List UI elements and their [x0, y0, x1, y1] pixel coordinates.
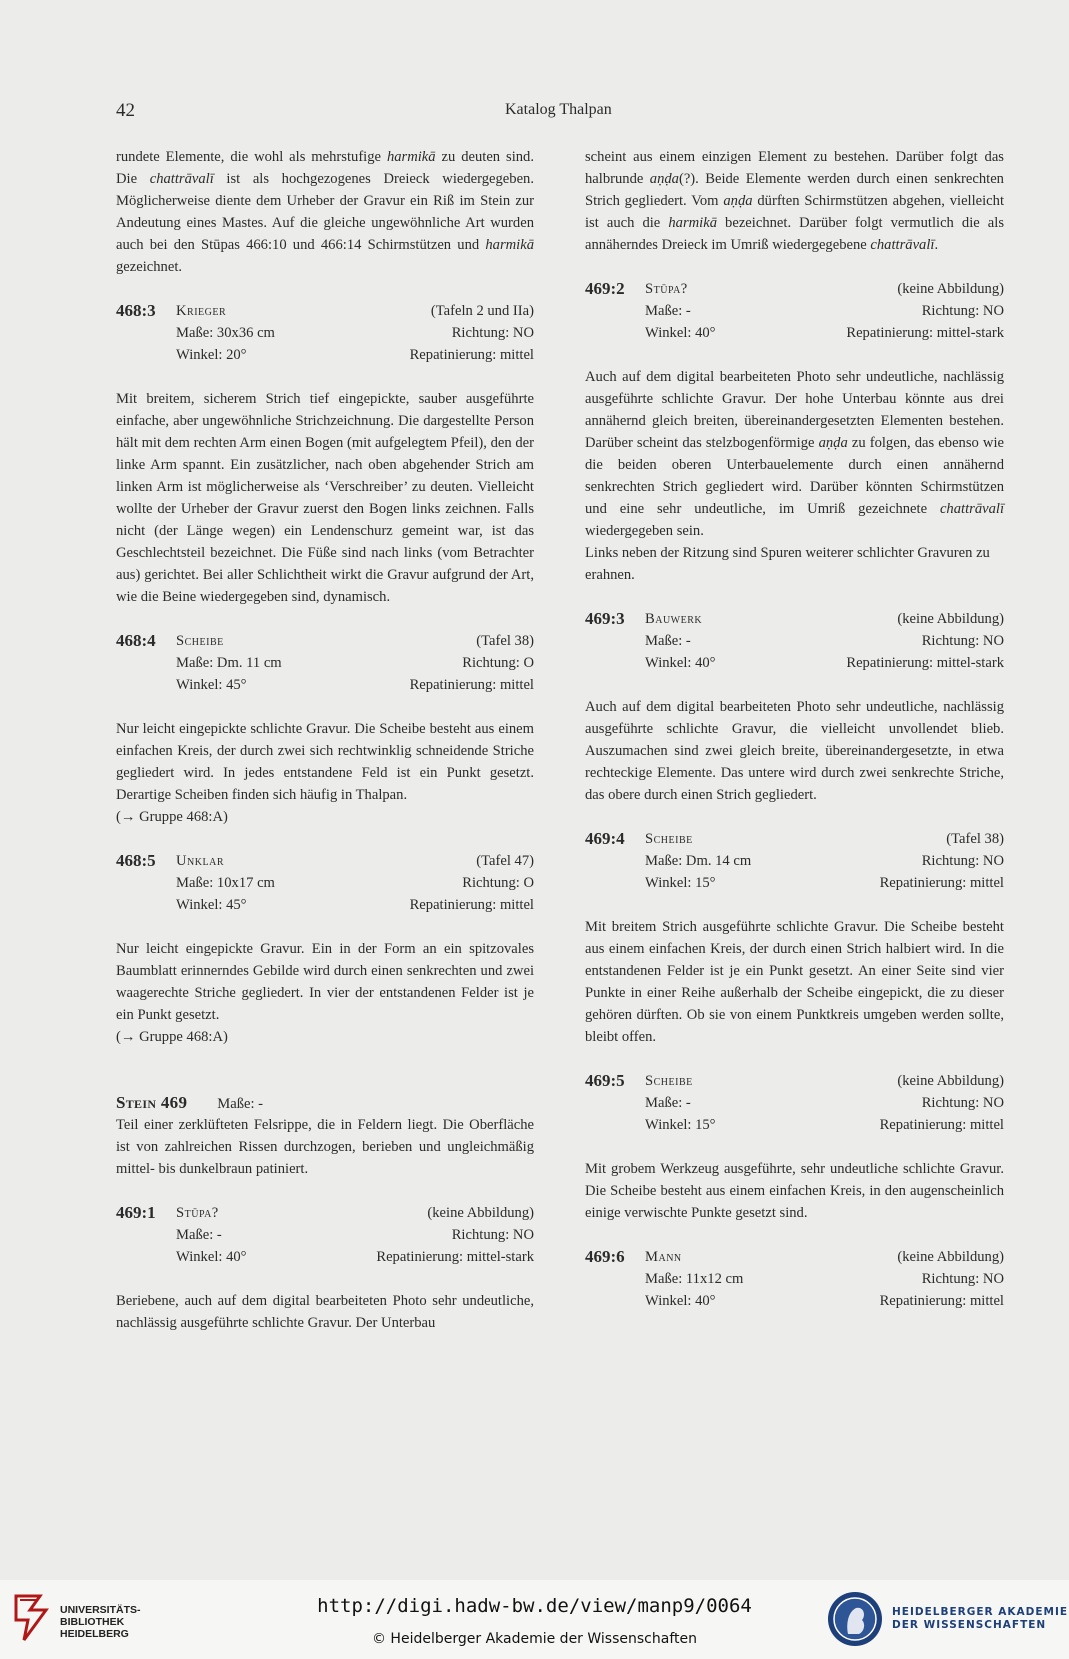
academy-label — [892, 1606, 1068, 1632]
group-reference: (→ Gruppe 468:A) — [116, 1029, 228, 1045]
entry-repatination: Repatinierung: mittel — [409, 677, 534, 693]
entry-dimensions: Maße: - — [645, 303, 691, 319]
right-column — [585, 146, 1004, 1312]
entry-plate: (keine Abbildung) — [897, 611, 1004, 627]
entry-id: 468:3 — [116, 301, 156, 320]
stone-469 — [116, 1092, 534, 1180]
entry-description: Mit breitem Strich ausgeführte schlichte Gravur. Die Scheibe besteht aus einem einfachen Kreis, der durch einen Strich halbiert wird. In die entstandenen Felder ist je ein Punkt gesetzt. An einer Seite sind vier Punkte in einer Reihe außerhalb der Scheibe eingepickt, die zu dieser gehören dürften. Ob sie von einem Punktkreis umgeben werden sollte, bleibt offen. — [585, 919, 1004, 1045]
entry-angle: Winkel: 40° — [645, 325, 716, 341]
entry-id: 468:4 — [116, 631, 156, 650]
entry-repatination: Repatinierung: mittel — [409, 897, 534, 913]
entry-name: Krieger — [176, 303, 227, 319]
entry-direction: Richtung: NO — [921, 853, 1004, 869]
entry-direction: Richtung: NO — [921, 303, 1004, 319]
entry-id: 469:6 — [585, 1247, 625, 1266]
entry-name: Scheibe — [645, 1073, 693, 1089]
entry-plate: (keine Abbildung) — [427, 1205, 534, 1221]
ub-line-3: HEIDELBERG — [60, 1628, 129, 1640]
entry-dimensions: Maße: Dm. 14 cm — [645, 853, 752, 869]
entry-469-6 — [585, 1246, 1004, 1312]
entry-angle: Winkel: 40° — [176, 1249, 247, 1265]
entry-angle: Winkel: 15° — [645, 1117, 716, 1133]
entry-name: Scheibe — [645, 831, 693, 847]
entry-id: 469:2 — [585, 279, 625, 298]
entry-id: 469:4 — [585, 829, 625, 848]
academy-line-2: DER WISSENSCHAFTEN — [892, 1619, 1047, 1631]
entry-name: Mann — [645, 1249, 682, 1265]
entry-angle: Winkel: 40° — [645, 1293, 716, 1309]
entry-469-2 — [585, 278, 1004, 586]
copyright-notice: © Heidelberger Akademie der Wissenschaften — [371, 1631, 697, 1647]
entry-description: Auch auf dem digital bearbeiteten Photo sehr undeutliche, nachlässig ausgeführte schlichte Gravur, die vielleicht unvollendet blieb. Auszumachen sind zwei gleich breite, übereinandergesetzte, in etwa rechteckige Elemente. Das untere wird durch zwei senkrechte Striche, das obere durch einen Strich gegliedert. — [585, 699, 1004, 803]
entry-description-extra: Links neben der Ritzung sind Spuren weiterer schlichter Gravuren zu erahnen. — [585, 545, 990, 583]
entry-description: Mit grobem Werkzeug ausgeführte, sehr undeutliche schlichte Gravur. Die Scheibe besteht aus einem einfachen Kreis, in den augenscheinlich einige verwischte Punkte gesetzt sind. — [585, 1161, 1004, 1221]
entry-plate: (Tafel 47) — [476, 853, 534, 869]
entry-id: 468:5 — [116, 851, 156, 870]
entry-468-5 — [116, 850, 534, 1048]
entry-name: Stūpa? — [645, 281, 688, 297]
entry-description: Auch auf dem digital bearbeiteten Photo sehr undeutliche, nachlässig ausgeführte schlichte Gravur. Der hohe Unterbau könnte aus drei annähernd gleich breiten, übereinandergesetzten Elementen bestehen. Darüber scheint das stelzbogenförmige aṇḍa zu folgen, das ebenso wie die beiden oberen Unterbauelemente durch einen annähernd senkrechten Strich gegliedert wird. Darüber könnten Schirmstützen und eine sehr undeutliche, im Umriß gezeichnete chattrāvalī wiedergegeben sein. — [585, 369, 1004, 539]
running-title: Katalog Thalpan — [505, 101, 612, 118]
entry-repatination: Repatinierung: mittel-stark — [846, 655, 1004, 671]
entry-direction: Richtung: NO — [921, 1095, 1004, 1111]
entry-469-1 — [116, 1202, 534, 1334]
group-reference: (→ Gruppe 468:A) — [116, 809, 228, 825]
entry-dimensions: Maße: 10x17 cm — [176, 875, 275, 891]
ub-line-1: UNIVERSITÄTS- — [60, 1604, 141, 1616]
entry-repatination: Repatinierung: mittel — [409, 347, 534, 363]
entry-name: Stūpa? — [176, 1205, 219, 1221]
entry-angle: Winkel: 15° — [645, 875, 716, 891]
entry-direction: Richtung: NO — [451, 1227, 534, 1243]
entry-plate: (Tafel 38) — [946, 831, 1004, 847]
entry-direction: Richtung: O — [462, 655, 534, 671]
entry-repatination: Repatinierung: mittel — [879, 1293, 1004, 1309]
academy-seal-icon — [826, 1590, 884, 1648]
entry-name: Unklar — [176, 853, 224, 869]
entry-plate: (keine Abbildung) — [897, 281, 1004, 297]
right-intro-paragraph: scheint aus einem einzigen Element zu bestehen. Darüber folgt das halbrunde aṇḍa(?). Beide Elemente werden durch einen senkrechten Strich gegliedert. Vom aṇḍa dürften Schirmstützen abgehen, vielleicht ist auch die harmikā bezeichnet. Darüber folgt vermutlich die als annäherndes Dreieck im Umriß wiedergegebene chattrāvalī. — [585, 149, 1005, 253]
entry-description: Mit breitem, sicherem Strich tief eingepickte, sauber ausgeführte einfache, aber ungewöhnliche Strichzeichnung. Die dargestellte Person hält mit dem rechten Arm einen Bogen (mit aufgelegtem Pfeil), den der linke Arm spannt. Ein zusätzlicher, nach oben abgehender Strich am linken Arm ist möglicherweise als ‘Verschreiber’ zu deuten. Vielleicht wollte der Urheber der Gravur zuerst den Bogen links zeichnen. Falls nicht (der Länge wegen) ein Lendenschurz gemeint war, ist das Geschlechtsteil bezeichnet. Die Füße sind nach links (vom Betrachter aus) gerichtet. Bei aller Schlichtheit wirkt die Gravur aufgrund der Art, wie die Beine wiedergegeben sind, dynamisch. — [116, 391, 534, 605]
entry-repatination: Repatinierung: mittel — [879, 875, 1004, 891]
entry-plate: (Tafel 38) — [476, 633, 534, 649]
ub-line-2: BIBLIOTHEK — [60, 1616, 125, 1628]
entry-name: Bauwerk — [645, 611, 703, 627]
entry-description: Beriebene, auch auf dem digital bearbeiteten Photo sehr undeutliche, nachlässig ausgeführte schlichte Gravur. Der Unterbau — [116, 1293, 534, 1331]
entry-468-4 — [116, 630, 534, 828]
entry-469-4 — [585, 828, 1004, 1048]
entry-plate: (Tafeln 2 und IIa) — [430, 303, 534, 319]
entry-direction: Richtung: NO — [921, 633, 1004, 649]
entry-direction: Richtung: O — [462, 875, 534, 891]
entry-angle: Winkel: 45° — [176, 677, 247, 693]
entry-repatination: Repatinierung: mittel-stark — [846, 325, 1004, 341]
entry-repatination: Repatinierung: mittel-stark — [376, 1249, 534, 1265]
entry-angle: Winkel: 45° — [176, 897, 247, 913]
entry-name: Scheibe — [176, 633, 224, 649]
entry-repatination: Repatinierung: mittel — [879, 1117, 1004, 1133]
entry-dimensions: Maße: - — [645, 633, 691, 649]
entry-dimensions: Maße: - — [645, 1095, 691, 1111]
entry-dimensions: Maße: - — [176, 1227, 222, 1243]
entry-angle: Winkel: 40° — [645, 655, 716, 671]
stone-dimensions: Maße: - — [217, 1096, 264, 1112]
left-intro-paragraph: rundete Elemente, die wohl als mehrstufige harmikā zu deuten sind. Die chattrāvalī ist als hochgezogenes Dreieck wiedergegeben. Möglicherweise diente dem Urheber der Gravur ein Riß im Stein zur Andeutung eines Mastes. Auf die gleiche ungewöhnliche Art wurden auch bei den Stūpas 466:10 und 466:14 Schirmstützen und harmikā gezeichnet. — [116, 149, 534, 275]
academy-line-1: HEIDELBERGER AKADEMIE — [892, 1606, 1069, 1618]
entry-plate: (keine Abbildung) — [897, 1073, 1004, 1089]
entry-id: 469:1 — [116, 1203, 156, 1222]
entry-direction: Richtung: NO — [921, 1271, 1004, 1287]
entry-dimensions: Maße: 11x12 cm — [645, 1271, 744, 1287]
entry-description: Nur leicht eingepickte Gravur. Ein in der Form an ein spitzovales Baumblatt erinnerndes Gebilde wird durch einen senkrechten und zwei waagerechte Striche gegliedert. In vier der entstandenen Felder ist je ein Punkt gesetzt. — [116, 941, 534, 1023]
permalink-url[interactable]: http://digi.hadw-bw.de/view/manp9/0064 — [317, 1595, 752, 1617]
entry-468-3 — [116, 300, 534, 608]
stone-description: Teil einer zerklüfteten Felsrippe, die in Feldern liegt. Die Oberfläche ist von zahlreichen Rissen durchzogen, berieben und ungleichmäßig mittel- bis dunkelbraun patiniert. — [116, 1117, 534, 1177]
entry-plate: (keine Abbildung) — [897, 1249, 1004, 1265]
entry-id: 469:5 — [585, 1071, 625, 1090]
entry-469-3 — [585, 608, 1004, 806]
left-column — [116, 146, 534, 1334]
entry-dimensions: Maße: Dm. 11 cm — [176, 655, 282, 671]
entry-id: 469:3 — [585, 609, 625, 628]
entry-direction: Richtung: NO — [451, 325, 534, 341]
stone-title: Stein 469 — [116, 1093, 188, 1112]
entry-dimensions: Maße: 30x36 cm — [176, 325, 275, 341]
entry-angle: Winkel: 20° — [176, 347, 247, 363]
entry-469-5 — [585, 1070, 1004, 1224]
entry-description: Nur leicht eingepickte schlichte Gravur. Die Scheibe besteht aus einem einfachen Kreis, der durch zwei sich rechtwinklig schneidende Striche gegliedert wird. In jedes entstandene Feld ist ein Punkt gesetzt. Derartige Scheiben finden sich häufig in Thalpan. — [116, 721, 534, 803]
page-number: 42 — [116, 100, 135, 121]
